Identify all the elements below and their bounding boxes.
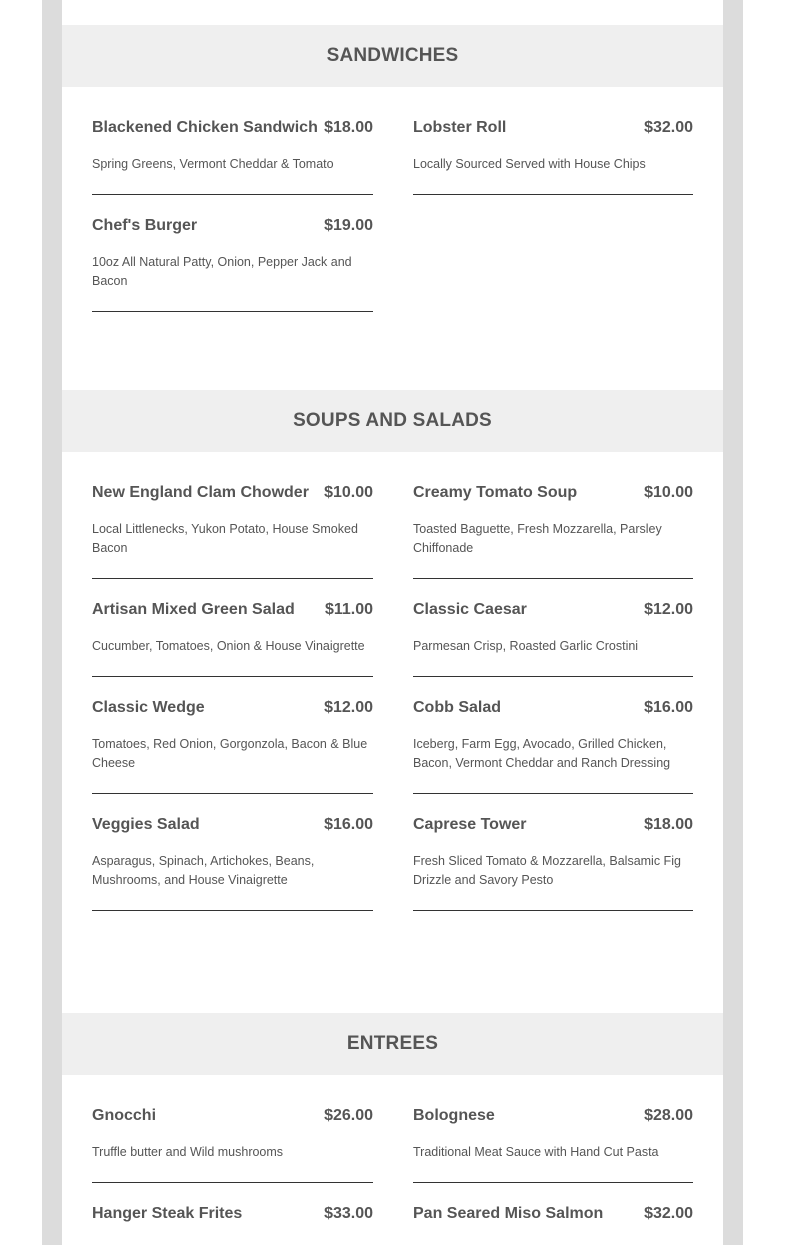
item-price: $18.00 (644, 816, 693, 833)
item-price: $16.00 (324, 816, 373, 833)
item-price: $26.00 (324, 1107, 373, 1124)
item-name: Blackened Chicken Sandwich (92, 119, 318, 136)
item-price: $10.00 (644, 484, 693, 501)
item-name: Classic Caesar (413, 601, 527, 618)
item-price: $32.00 (644, 119, 693, 136)
menu-item (413, 599, 693, 677)
menu-item (413, 814, 693, 911)
item-name: New England Clam Chowder (92, 484, 309, 501)
item-price: $10.00 (324, 484, 373, 501)
item-name: Creamy Tomato Soup (413, 484, 578, 501)
item-name: Hanger Steak Frites (92, 1205, 243, 1222)
item-name: Gnocchi (92, 1107, 157, 1124)
section-title: SANDWICHES (62, 25, 723, 87)
item-description: Asparagus, Spinach, Artichokes, Beans, Mushrooms, and House Vinaigrette (92, 854, 315, 887)
menu-item (413, 1105, 693, 1183)
item-name: Classic Wedge (92, 699, 205, 716)
item-name: Pan Seared Miso Salmon (413, 1205, 604, 1222)
section-title: SOUPS AND SALADS (62, 390, 723, 452)
item-price: $11.00 (324, 601, 373, 618)
item-name: Bolognese (413, 1107, 495, 1124)
item-name: Caprese Tower (413, 816, 527, 833)
item-description: 10oz All Natural Patty, Onion, Pepper Jack and Bacon (92, 255, 352, 288)
item-description: Toasted Baguette, Fresh Mozzarella, Parsley Chiffonade (413, 522, 662, 555)
item-name: Artisan Mixed Green Salad (92, 601, 295, 618)
menu-item (92, 697, 373, 794)
item-description: Locally Sourced Served with House Chips (413, 157, 646, 171)
menu-item (92, 599, 373, 677)
menu-item (92, 482, 373, 579)
item-description: Cucumber, Tomatoes, Onion & House Vinaigrette (92, 639, 365, 653)
item-price: $28.00 (644, 1107, 693, 1124)
item-description: Tomatoes, Red Onion, Gorgonzola, Bacon & Blue Cheese (92, 737, 368, 770)
section-soups-and-salads (62, 390, 723, 972)
menu-item (92, 117, 373, 195)
menu-item (92, 1105, 373, 1183)
item-name: Lobster Roll (413, 119, 507, 136)
menu-item (413, 482, 693, 579)
menu-item (413, 1203, 693, 1245)
section-entrees (62, 1013, 723, 1245)
menu-item (413, 697, 693, 794)
menu-item (413, 117, 693, 195)
item-description: Traditional Meat Sauce with Hand Cut Pasta (413, 1145, 659, 1159)
item-name: Cobb Salad (413, 699, 502, 716)
item-price: $16.00 (644, 699, 693, 716)
item-price: $32.00 (644, 1205, 693, 1222)
item-price: $18.00 (324, 119, 373, 136)
item-description: Fresh Sliced Tomato & Mozzarella, Balsamic Fig Drizzle and Savory Pesto (413, 854, 681, 887)
menu-item (92, 814, 373, 911)
menu-item (92, 1203, 373, 1245)
item-description: Truffle butter and Wild mushrooms (92, 1145, 284, 1159)
item-price: $12.00 (644, 601, 693, 618)
menu-panel (62, 0, 723, 1245)
item-price: $12.00 (324, 699, 373, 716)
page-frame (42, 0, 743, 1245)
section-title: ENTREES (62, 1013, 723, 1075)
item-description: Spring Greens, Vermont Cheddar & Tomato (92, 157, 334, 171)
item-name: Veggies Salad (92, 816, 200, 833)
item-price: $33.00 (324, 1205, 373, 1222)
menu-item (92, 215, 373, 312)
item-description: Local Littlenecks, Yukon Potato, House Smoked Bacon (92, 522, 358, 555)
item-price: $19.00 (324, 217, 373, 234)
item-description: Parmesan Crisp, Roasted Garlic Crostini (413, 639, 639, 653)
item-name: Chef's Burger (92, 217, 198, 234)
item-description: Iceberg, Farm Egg, Avocado, Grilled Chicken, Bacon, Vermont Cheddar and Ranch Dressing (413, 737, 671, 770)
section-sandwiches (62, 25, 723, 373)
